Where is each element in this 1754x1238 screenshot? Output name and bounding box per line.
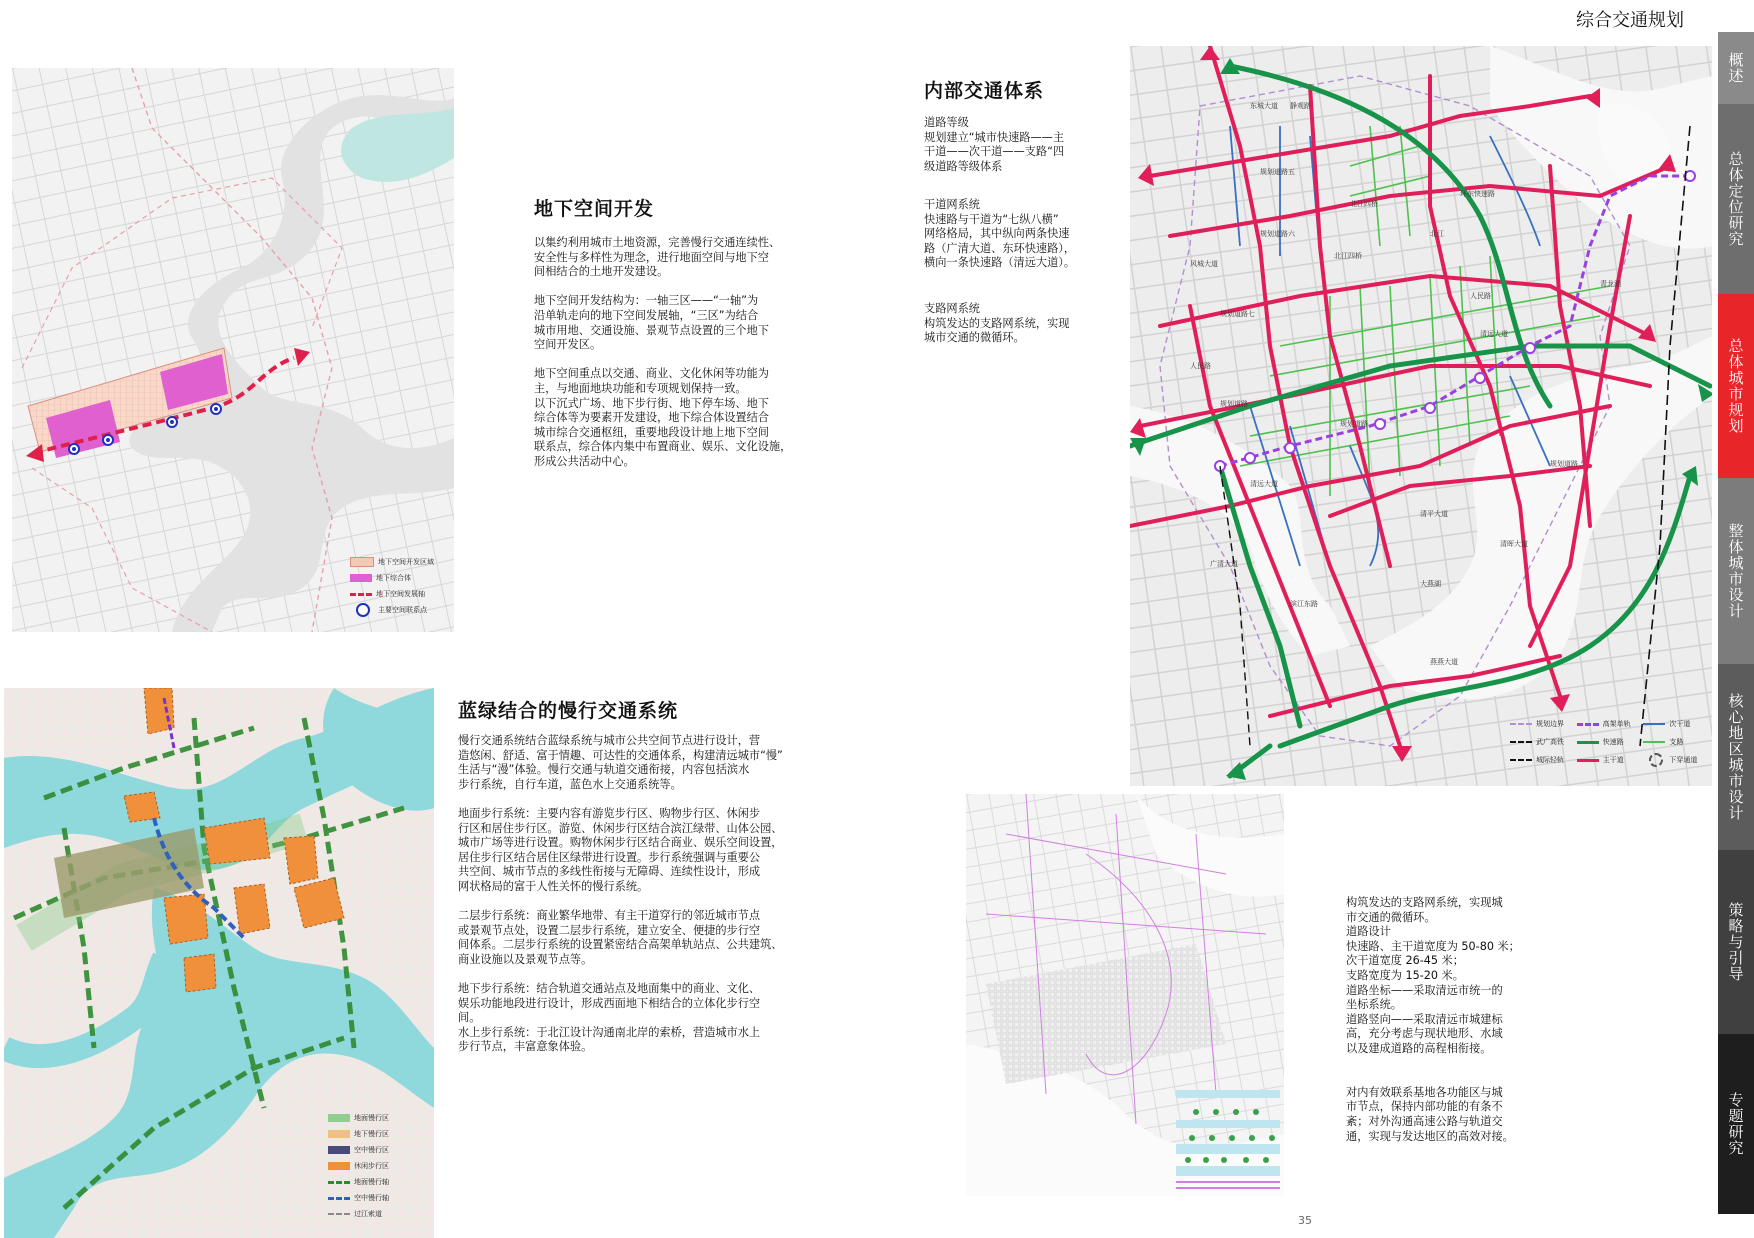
side-tab-strategy[interactable]: 策略与引导 [1718, 850, 1754, 1034]
underground-title: 地下空间开发 [534, 198, 655, 220]
map-label: 东城大道 [1250, 102, 1278, 110]
legend-item: 规划边界 [1510, 716, 1577, 732]
legend-item: 支路 [1643, 734, 1710, 750]
slow-traffic-map [4, 688, 434, 1238]
map-label: 大燕湖 [1420, 580, 1441, 588]
side-tab-overview[interactable]: 概述 [1718, 32, 1754, 104]
map-label: 清远大道 [1250, 480, 1278, 488]
legend-item: 地面慢行轴 [328, 1174, 432, 1190]
road-network-legend [1510, 716, 1710, 768]
internal-traffic-title: 内部交通体系 [924, 80, 1045, 102]
road-network-map-graphic [1130, 46, 1712, 786]
map-label: 北江四桥 [1350, 200, 1378, 208]
internal-section-branch: 支路网系统 构筑发达的支路网系统，实现 城市交通的微循环。 [924, 302, 1070, 345]
legend-item: 武广高铁 [1510, 734, 1577, 750]
map-label: 人民路 [1470, 292, 1491, 300]
map-label: 规划道路 [1220, 400, 1248, 408]
map-label: 广清大道 [1210, 560, 1238, 568]
map-label: 规划道路五 [1260, 168, 1295, 176]
side-tab-city-planning[interactable]: 总体城市规划 [1718, 294, 1754, 478]
side-tab-urban-design[interactable]: 整体城市设计 [1718, 478, 1754, 664]
legend-item: 下穿通道 [1643, 752, 1710, 768]
branch-road-map [966, 794, 1284, 1196]
legend-item: 次干道 [1643, 716, 1710, 732]
legend-item: 休闲步行区 [328, 1158, 432, 1174]
page-title: 综合交通规划 [1576, 10, 1684, 31]
road-network-map [1130, 46, 1712, 786]
underground-map [12, 68, 454, 632]
internal-section-road-grade: 道路等级 规划建立“城市快速路——主 干道——次干道——支路“四 级道路等级体系 [924, 116, 1065, 173]
road-design-body: 构筑发达的支路网系统，实现城 市交通的微循环。 道路设计 快速路、主干道宽度为 50-80 米； 次干道宽度 26-45 米； 支路宽度为 15-20 米。 道路坐标——采取清远市统一的 坐标系统。 道路竖向——采取清远市城建标 高，充分考虑与现状地形、水域 以及建成道路的高程相衔接。 对内有效联系基地各功能区与城 市节点，保持内部功能的有条不 紊；对外沟通高速公路与轨道交 通，实现与发达地区的高效对接。 [1346, 896, 1520, 1143]
map-label: 人民路 [1190, 362, 1211, 370]
legend-item: 地面慢行区 [328, 1110, 432, 1126]
page-number: 35 [1298, 1214, 1312, 1227]
legend-item: 快速路 [1577, 734, 1644, 750]
legend-item: 过江索道 [328, 1206, 432, 1222]
legend-item: 城际轻轨 [1510, 752, 1577, 768]
internal-section-arterial: 干道网系统 快速路与干道为“七纵八横” 网络格局，其中纵向两条快速 路（广清大道、东环快速路）， 横向一条快速路（清远大道）。 [924, 198, 1076, 270]
slow-traffic-legend [328, 1110, 432, 1222]
legend-item: 地下慢行区 [328, 1126, 432, 1142]
slow-traffic-title: 蓝绿结合的慢行交通系统 [458, 700, 679, 722]
map-label: 北江 [1430, 230, 1444, 238]
map-label: 规划道路 [1340, 420, 1368, 428]
side-tab-topics[interactable]: 专题研究 [1718, 1034, 1754, 1214]
legend-item: 主干道 [1577, 752, 1644, 768]
slow-traffic-body: 慢行交通系统结合蓝绿系统与城市公共空间节点进行设计，营 造悠闲、舒适、富于情趣、可达性的交通体系，构建清远城市“慢” 生活与“漫”体验。慢行交通与轨道交通衔接，内容包括滨水 步行系统，自行车道，蓝色水上交通系统等。 地面步行系统：主要内容有游览步行区、购物步行区、休闲步 行区和居住步行区。游览、休闲步行区结合滨江绿带、山体公园、 城市广场等进行设置。购物休闲步行区结合商业、娱乐空间设置， 居住步行区结合居住区绿带进行设置。步行系统强调与重要公 共空间、城市节点的多线性衔接与无障碍、连续性设计，形成 网状格局的富于人性关怀的慢行系统。 二层步行系统：商业繁华地带、有主干道穿行的邻近城市节点 或景观节点处，设置二层步行系统，建立安全、便捷的步行空 间体系。二层步行系统的设置紧密结合高架单轨站点、公共建筑、 商业设施以及景观节点等。 地下步行系统：结合轨道交通站点及地面集中的商业、文化、 娱乐功能地段进行设计，形成西面地下相结合的立体化步行空 间。 水上步行系统：于北江设计沟通南北岸的索桥，营造城市水上 步行节点，丰富意象体验。 [458, 734, 783, 1054]
map-label: 燕燕大道 [1430, 658, 1458, 666]
map-label: 规划道路六 [1260, 230, 1295, 238]
map-label: 北江四桥 [1334, 252, 1362, 260]
map-label: 静观路 [1290, 102, 1311, 110]
map-label: 清晖大道 [1500, 540, 1528, 548]
map-label: 清平大道 [1420, 510, 1448, 518]
side-tab-core-area[interactable]: 核心地区城市设计 [1718, 664, 1754, 850]
side-tab-positioning[interactable]: 总体定位研究 [1718, 104, 1754, 294]
map-label: 青龙湖 [1600, 280, 1621, 288]
legend-item: 高架单轨 [1577, 716, 1644, 732]
map-label: 规划道路七 [1220, 310, 1255, 318]
legend-item: 空中慢行轴 [328, 1190, 432, 1206]
map-label: 风城大道 [1190, 260, 1218, 268]
underground-legend [350, 554, 450, 618]
branch-road-map-graphic [966, 794, 1284, 1196]
legend-item: 地下空间发展轴 [350, 586, 450, 602]
legend-item: 主要空间联系点 [350, 602, 450, 618]
map-label: 规划道路 [1550, 460, 1578, 468]
map-label: 环东快速路 [1460, 190, 1495, 198]
legend-item: 空中慢行区 [328, 1142, 432, 1158]
underground-map-graphic [12, 68, 454, 632]
map-label: 滨江东路 [1290, 600, 1318, 608]
legend-item: 地下综合体 [350, 570, 450, 586]
legend-item: 地下空间开发区域 [350, 554, 450, 570]
map-label: 清远大道 [1480, 330, 1508, 338]
underground-body: 以集约利用城市土地资源，完善慢行交通连续性、 安全性与多样性为理念，进行地面空间与地下空 间相结合的土地开发建设。 地下空间开发结构为：一轴三区——“一轴”为 沿单轨走向的地下空间发展轴，“三区”为结合 城市用地、交通设施、景观节点设置的三个地下 空间开发区。 地下空间重点以交通、商业、文化休闲等功能为 主，与地面地块功能和专项规划保持一致。 以下沉式广场、地下步行街、地下停车场、地下 综合体等为要素开发建设，地下综合体设置结合 城市综合交通枢纽，重要地段设计地上地下空间 联系点，综合体内集中布置商业、娱乐、文化设施， 形成公共活动中心。 [534, 236, 792, 468]
